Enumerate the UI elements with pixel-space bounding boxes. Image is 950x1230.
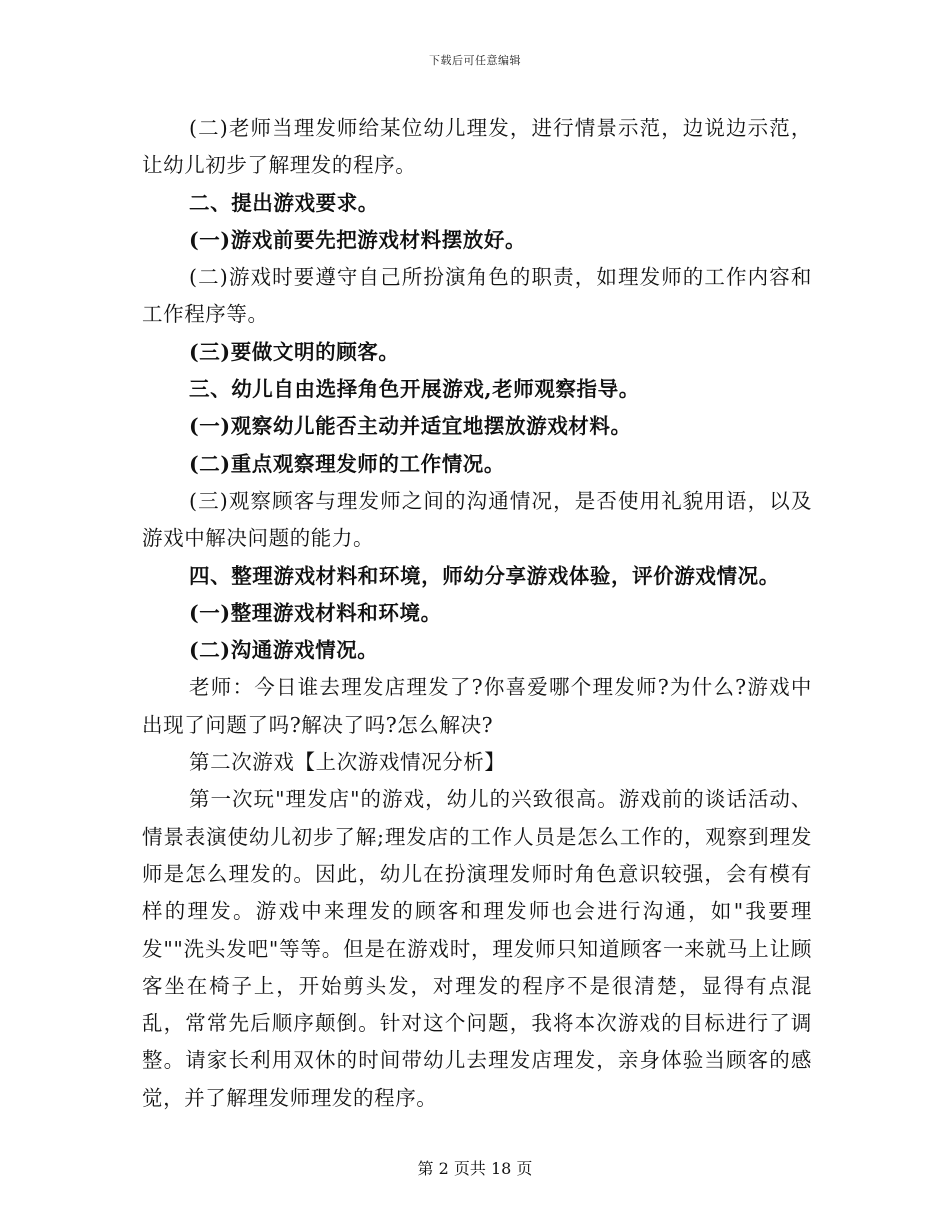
- paragraph: (一)游戏前要先把游戏材料摆放好。: [189, 227, 527, 252]
- page-header: 下载后可任意编辑: [429, 54, 521, 67]
- paragraph: 第一次玩"理发店"的游戏，幼儿的兴致很高。游戏前的谈话活动、情景表演使幼儿初步了解;理发店的工作人员是怎么工作的，观察到理发师是怎么理发的。因此，幼儿在扮演理发师时角色意识较强，会有模有样的理发。游戏中来理发的顾客和理发师也会进行沟通，如"我要理发""洗头发吧"等等。但是在游戏时，理发师只知道顾客一来就马上让顾客坐在椅子上，开始剪头发，对理发的程序不是很清楚，显得有点混乱，常常先后顺序颠倒。针对这个问题，我将本次游戏的目标进行了调整。请家长利用双休的时间带幼儿去理发店理发，亲身体验当顾客的感觉，并了解理发师理发的程序。: [142, 787, 812, 1110]
- document-body: [142, 110, 812, 1117]
- paragraph: (二)沟通游戏情况。: [189, 638, 379, 663]
- section-heading: 四、整理游戏材料和环境，师幼分享游戏体验，评价游戏情况。: [189, 563, 780, 588]
- paragraph: (一)观察幼儿能否主动并适宜地摆放游戏材料。: [189, 414, 632, 439]
- paragraph: (三)要做文明的顾客。: [189, 339, 400, 364]
- section-heading: 三、幼儿自由选择角色开展游戏,老师观察指导。: [189, 377, 640, 402]
- paragraph: 老师：今日谁去理发店理发了?你喜爱哪个理发师?为什么?游戏中出现了问题了吗?解决了吗?怎么解决?: [142, 675, 812, 737]
- paragraph: (二)游戏时要遵守自己所扮演角色的职责，如理发师的工作内容和工作程序等。: [142, 265, 812, 327]
- page-footer: 第 2 页共 18 页: [417, 1159, 533, 1178]
- paragraph: (三)观察顾客与理发师之间的沟通情况，是否使用礼貌用语，以及游戏中解决问题的能力。: [142, 488, 812, 551]
- paragraph: (二)重点观察理发师的工作情况。: [189, 451, 505, 476]
- paragraph: 第二次游戏【上次游戏情况分析】: [189, 750, 506, 775]
- section-heading: 二、提出游戏要求。: [189, 190, 379, 215]
- paragraph: (一)整理游戏材料和环境。: [189, 600, 442, 625]
- paragraph: (二)老师当理发师给某位幼儿理发，进行情景示范，边说边示范，让幼儿初步了解理发的程序。: [142, 116, 812, 178]
